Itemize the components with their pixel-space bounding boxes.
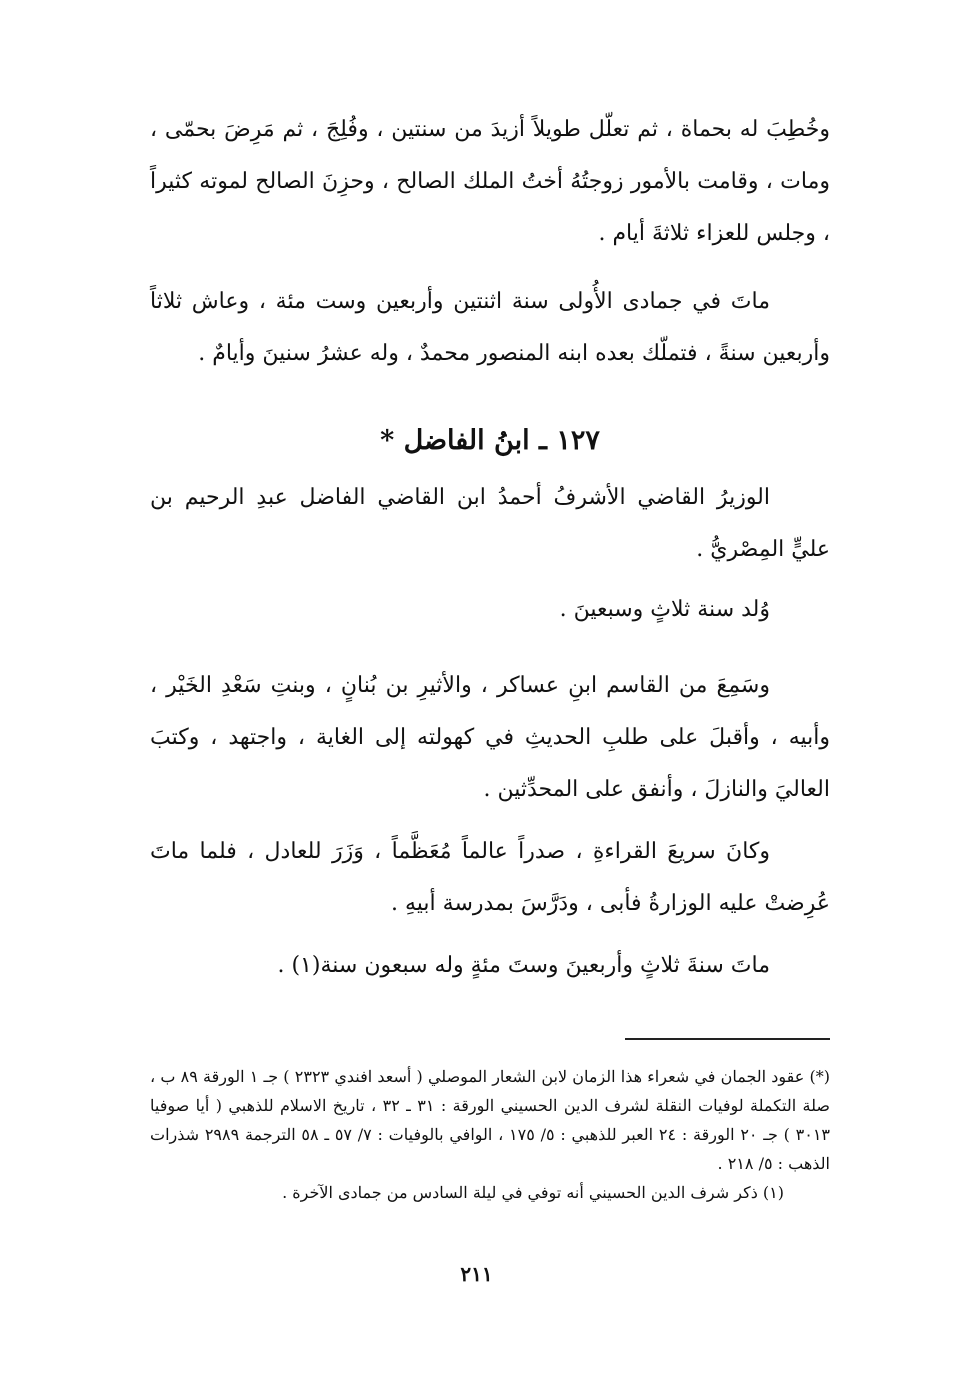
entry-study-block — [150, 660, 830, 816]
entry-career-block — [150, 826, 830, 930]
entry-heading: ١٢٧ ـ ابنُ الفاضل * — [380, 425, 600, 456]
footnote-1: (١) ذكر شرف الدين الحسيني أنه توفي في ليلة السادس من جمادى الآخرة . — [282, 1183, 784, 1202]
entry-birth-block — [150, 584, 830, 636]
paragraph-entry-death: ماتَ سنةَ ثلاثٍ وأربعينَ وستَ مئةٍ وله سبعون سنة(١) . — [277, 953, 770, 978]
page-number: ٢١١ — [460, 1262, 493, 1286]
top-text-block — [150, 104, 830, 260]
footnote-sources: (*) عقود الجمان في شعراء هذا الزمان لابن الشعار الموصلي ( أسعد افندي ٢٣٢٣ ) جـ ١ الورقة ٨٩ ب ، صلة التكملة لوفيات النقلة لشرف الدين الحسيني الورقة : ٣١ ـ ٣٢ ، تاريخ الاسلام للذهبي ( أيا صوفيا ٣٠١٣ ) جـ ٢٠ الورقة : ٢٤ العبر للذهبي : ٥/ ١٧٥ ، الوافي بالوفيات : ٧/ ٥٧ ـ ٥٨ الترجمة ٢٩٨٩ شذرات الذهب : ٥/ ٢١٨ . — [150, 1067, 831, 1173]
paragraph-study: وسَمِعَ من القاسم ابنِ عساكر ، والأثيرِ بن بُنانٍ ، وبنتِ سَعْدِ الخَيْر ، وأبيه ، وأقبلَ على طلبِ الحديثِ في كهولته إلى الغاية ، واجتهد ، وكتبَ العاليَ والنازلَ ، وأنفق على المحدِّثين . — [150, 673, 830, 802]
entry-death-block — [150, 940, 830, 992]
paragraph-name: الوزيرُ القاضي الأشرفُ أحمدُ ابن القاضي الفاضل عبدِ الرحيم بن عليٍّ المِصْريُّ . — [150, 485, 830, 562]
footnotes-block — [150, 1062, 830, 1207]
footnote-divider — [625, 1038, 830, 1040]
paragraph-career: وكانَ سريعَ القراءةِ ، صدراً عالماً مُعَظَّماً ، وَزَرَ للعادل ، فلما ماتَ عُرِضتْ عليه الوزارةُ فأبى ، ودَرَّسَ بمدرسة أبيهِ . — [150, 839, 830, 916]
entry-name-block — [150, 472, 830, 576]
paragraph-birth: وُلد سنة ثلاثٍ وسبعينَ . — [559, 597, 770, 622]
paragraph-death: ماتَ في جمادى الأُولى سنة اثنتين وأربعين وست مئة ، وعاش ثلاثاً وأربعين سنةً ، فتملّك بعده ابنه المنصور محمدٌ ، وله عشرُ سنينَ وأيامٌ . — [150, 289, 830, 366]
paragraph-illness: وخُطِبَ له بحماة ، ثم تعلّل طويلاً أزيدَ من سنتين ، وفُلِجَ ، ثم مَرِضَ بحمّى ، ومات ، وقامت بالأمور زوجتُهُ أختُ الملك الصالح ، وحزِنَ الصالح لموته كثيراً ، وجلس للعزاء ثلاثةَ أيام . — [150, 117, 830, 246]
death-text-block — [150, 276, 830, 380]
